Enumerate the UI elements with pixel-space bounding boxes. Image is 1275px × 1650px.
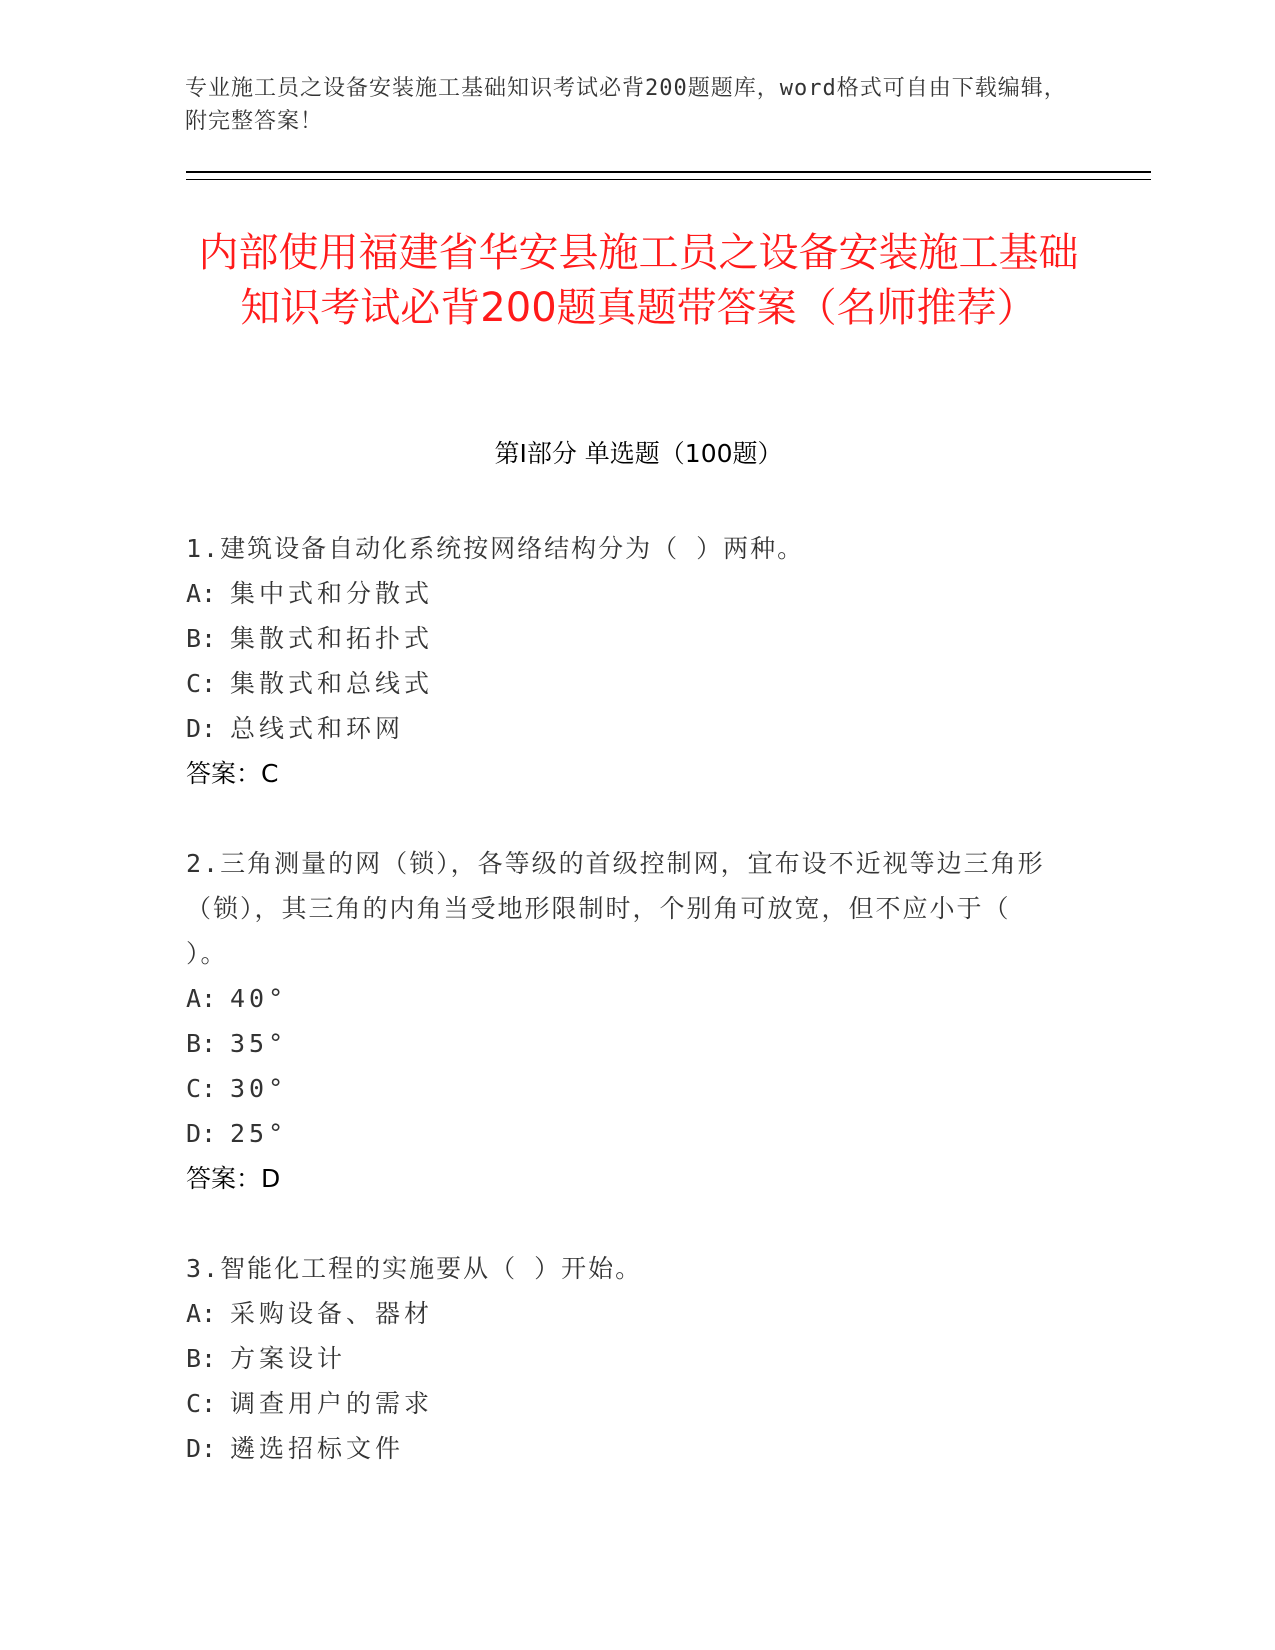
option-a (186, 1291, 1056, 1336)
option-text: 总线式和环网 (230, 714, 405, 743)
option-text: 集散式和总线式 (230, 669, 434, 698)
question-1 (186, 526, 1056, 796)
question-2 (186, 841, 1056, 1201)
option-a (186, 976, 1056, 1021)
answer-prefix: 答案： (186, 1164, 262, 1193)
option-b (186, 1336, 1056, 1381)
option-letter: B: (186, 624, 217, 653)
option-c (186, 1381, 1056, 1426)
option-letter: A: (186, 1299, 217, 1328)
option-text: 集中式和分散式 (230, 579, 434, 608)
header-note: 专业施工员之设备安装施工基础知识考试必背200题题库，word格式可自由下载编辑，附完整答案！ (185, 76, 1067, 134)
option-letter: C: (186, 669, 217, 698)
answer-line (186, 1156, 1056, 1201)
document-title: 内部使用福建省华安县施工员之设备安装施工基础知识考试必背200题真题带答案（名师推荐） (198, 230, 1079, 331)
answer-line (186, 751, 1056, 796)
option-c (186, 1066, 1056, 1111)
option-letter: B: (186, 1029, 217, 1058)
option-text: 方案设计 (230, 1344, 347, 1373)
option-letter: D: (186, 1434, 217, 1463)
option-b (186, 1021, 1056, 1066)
option-d (186, 1111, 1056, 1156)
option-letter: B: (186, 1344, 217, 1373)
option-text: 采购设备、器材 (230, 1299, 434, 1328)
answer-prefix: 答案： (186, 759, 262, 788)
option-letter: A: (186, 984, 217, 1013)
option-text: 35° (230, 1029, 288, 1058)
option-letter: A: (186, 579, 217, 608)
option-letter: C: (186, 1389, 217, 1418)
question-list (186, 526, 1056, 1516)
option-letter: C: (186, 1074, 217, 1103)
option-d (186, 706, 1056, 751)
question-stem: 2.三角测量的网（锁），各等级的首级控制网，宜布设不近视等边三角形（锁），其三角的内角当受地形限制时，个别角可放宽，但不应小于（ ）。 (186, 849, 1045, 968)
question-3 (186, 1246, 1056, 1471)
option-a (186, 571, 1056, 616)
option-text: 30° (230, 1074, 288, 1103)
header-divider-thick (186, 171, 1151, 173)
option-letter: D: (186, 714, 217, 743)
section-heading: 第I部分 单选题（100题） (494, 439, 783, 468)
question-stem: 1.建筑设备自动化系统按网络结构分为（ ）两种。 (186, 534, 805, 563)
header-divider-thin (186, 179, 1151, 180)
option-d (186, 1426, 1056, 1471)
answer-value: C (261, 759, 279, 788)
question-stem: 3.智能化工程的实施要从（ ）开始。 (186, 1254, 643, 1283)
option-text: 25° (230, 1119, 288, 1148)
answer-value: D (261, 1164, 281, 1193)
option-text: 遴选招标文件 (230, 1434, 405, 1463)
option-text: 40° (230, 984, 288, 1013)
option-b (186, 616, 1056, 661)
option-letter: D: (186, 1119, 217, 1148)
option-text: 集散式和拓扑式 (230, 624, 434, 653)
option-text: 调查用户的需求 (230, 1389, 434, 1418)
option-c (186, 661, 1056, 706)
